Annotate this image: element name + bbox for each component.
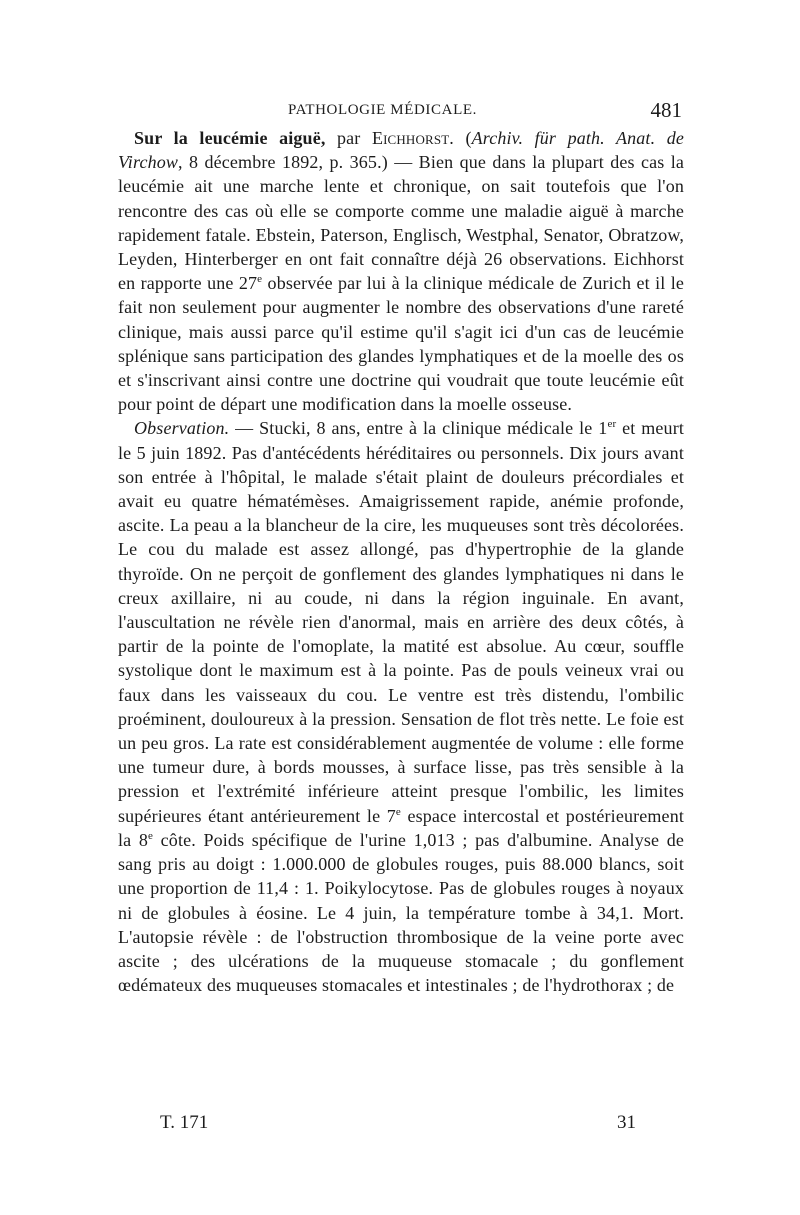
observation-text-2: et meurt le 5 juin 1892. Pas d'antécédents héréditaires ou personnels. Dix jours avant son entrée à l'hôpital, le malade s'était plaint de douleurs précordiales et avait eu quatre hématémèses. Amaigrissement rapide, anémie profonde, ascite. La peau a la blancheur de la cire, les muqueuses sont très décolorées. Le cou du malade est assez allongé, pas d'hypertrophie de la glande thyroïde. On ne perçoit de gonflement des glandes lymphatiques ni dans le creux axillaire, ni au coude, ni dans la région inguinale. En avant, l'auscultation ne révèle rien d'anormal, mais en arrière des deux côtés, à partir de la pointe de l'omoplate, la matité est absolue. Au cœur, souffle systolique dont le maximum est à la pointe. Pas de pouls veineux vrai ou faux dans les vaisseaux du cou. Le ventre est très distendu, l'ombilic proéminent, douloureux à la pression. Sensation de flot très nette. Le foie est un peu gros. La rate est considérablement augmentée de volume : elle forme une tumeur dure, à bords mousses, à surface lisse, pas très sensible à la pression et l'extrémité inférieure atteint presque l'ombilic, les limites supérieures étant antérieurement le 7 [118, 418, 685, 826]
ordinal-suffix: er [607, 418, 617, 431]
intro-text: — Bien que dans la plupart des cas la leucémie ait une marche lente et chronique, on sait toutefois que l'on rencontre des cas où elle se comporte comme une maladie aiguë à marche rapidement fatale. Ebstein, Paterson, Englisch, Westphal, Senator, Obratzow, Leyden, Hinterberger en ont fait connaître déjà 26 observations. Eichhorst en rapporte une 27 [118, 152, 684, 294]
ordinal-suffix: e [257, 273, 263, 286]
running-title: PATHOLOGIE MÉDICALE. [288, 102, 477, 118]
article-author: Eichhorst [371, 128, 450, 148]
running-head [118, 98, 684, 124]
signature-left: T. 171 [160, 1112, 209, 1133]
citation-open: . ( [449, 128, 472, 148]
observation-text-1: — Stucki, 8 ans, entre à la clinique médicale le 1 [229, 418, 608, 439]
by-text: par [325, 128, 372, 148]
article-intro-paragraph [118, 126, 684, 416]
intro-continuation: observée par lui à la clinique médicale de Zurich et il le fait non seulement pour augmenter le nombre des observations d'une rareté clinique, mais aussi parce qu'il estime qu'il s'agit ici d'un cas de leucémie splénique sans participation des glandes lymphatiques et de la moelle des os et s'inscrivant ainsi contre une doctrine qui voudrait que toute leucémie eût pour point de départ une modification dans la moelle osseuse. [118, 273, 684, 415]
observation-paragraph [118, 416, 684, 997]
page-number: 481 [650, 98, 682, 122]
citation-details: , 8 décembre 1892, p. 365.) [178, 152, 388, 173]
observation-label: Observation. [134, 418, 230, 439]
article-title: Sur la leucémie aiguë, [134, 128, 326, 148]
journal-name: Archiv. für path. Anat. de Virchow [118, 128, 685, 173]
ordinal-suffix: e [148, 829, 154, 842]
ordinal-suffix: e [395, 805, 401, 818]
observation-text-4: côte. Poids spécifique de l'urine 1,013 ; pas d'albumine. Analyse de sang pris au doigt : 1.000.000 de globules rouges, puis 88.000 blancs, soit une proportion de 11,4 : 1. Poikylocytose. Pas de globules rouges à noyaux ni de globules à éosine. Le 4 juin, la température tombe à 34,1. Mort. L'autopsie révèle : de l'obstruction thrombosique de la veine porte avec ascite ; des ulcérations de la muqueuse stomacale ; du gonflement œdémateux des muqueuses stomacales et intestinales ; de l'hydrothorax ; de [118, 829, 685, 996]
signature-right: 31 [617, 1112, 636, 1133]
observation-text-3: espace intercostal et postérieurement la 8 [118, 805, 684, 850]
page-footer [118, 1112, 684, 1140]
article-body [118, 126, 684, 997]
